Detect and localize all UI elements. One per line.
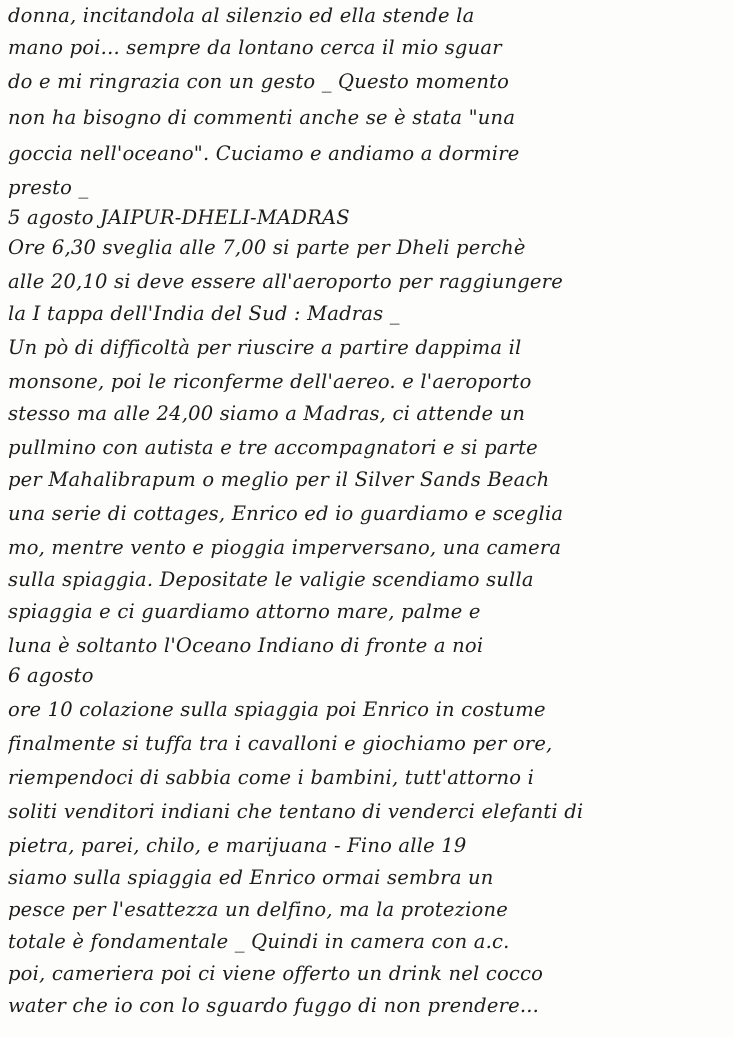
text-line: Ore 6,30 sveglia alle 7,00 si parte per Dheli perchè xyxy=(8,236,526,259)
text-line: siamo sulla spiaggia ed Enrico ormai sembra un xyxy=(8,866,494,889)
text-line: totale è fondamentale _ Quindi in camera con a.c. xyxy=(8,930,510,953)
text-line: mano poi... sempre da lontano cerca il mio sguar xyxy=(8,36,502,59)
text-line: mo, mentre vento e pioggia imperversano, una camera xyxy=(8,536,562,559)
text-line: poi, cameriera poi ci viene offerto un drink nel cocco xyxy=(8,962,544,985)
text-line: monsone, poi le riconferme dell'aereo. e l'aeroporto xyxy=(8,370,532,393)
text-line: alle 20,10 si deve essere all'aeroporto per raggiungere xyxy=(8,270,563,293)
text-line: do e mi ringrazia con un gesto _ Questo momento xyxy=(8,70,510,93)
text-line: spiaggia e ci guardiamo attorno mare, palme e xyxy=(8,600,481,623)
text-line: donna, incitandola al silenzio ed ella stende la xyxy=(8,4,475,27)
text-line: la I tappa dell'India del Sud : Madras _ xyxy=(8,302,400,325)
text-line: non ha bisogno di commenti anche se è stata "una xyxy=(8,106,516,129)
text-line: pietra, parei, chilo, e marijuana - Fino alle 19 xyxy=(8,834,467,857)
date-heading: 6 agosto xyxy=(8,664,94,687)
text-line: soliti venditori indiani che tentano di venderci elefanti di xyxy=(8,800,584,823)
text-line: goccia nell'oceano". Cuciamo e andiamo a dormire xyxy=(8,142,520,165)
text-line: riempendoci di sabbia come i bambini, tutt'attorno i xyxy=(8,766,535,789)
text-line: stesso ma alle 24,00 siamo a Madras, ci attende un xyxy=(8,402,526,425)
text-line: ore 10 colazione sulla spiaggia poi Enrico in costume xyxy=(8,698,546,721)
text-line: finalmente si tuffa tra i cavalloni e giochiamo per ore, xyxy=(8,732,553,755)
text-line: per Mahalibrapum o meglio per il Silver Sands Beach xyxy=(8,468,550,491)
text-line: pesce per l'esattezza un delfino, ma la protezione xyxy=(8,898,508,921)
date-heading: 5 agosto JAIPUR-DHELI-MADRAS xyxy=(8,206,350,229)
text-line: sulla spiaggia. Depositate le valigie scendiamo sulla xyxy=(8,568,534,591)
text-line: una serie di cottages, Enrico ed io guardiamo e sceglia xyxy=(8,502,564,525)
text-line: luna è soltanto l'Oceano Indiano di fronte a noi xyxy=(8,634,484,657)
text-line: pullmino con autista e tre accompagnatori e si parte xyxy=(8,436,538,459)
text-line: Un pò di difficoltà per riuscire a partire dappima il xyxy=(8,336,522,359)
text-line: water che io con lo sguardo fuggo di non prendere... xyxy=(8,994,540,1017)
text-line: presto _ xyxy=(8,176,89,199)
